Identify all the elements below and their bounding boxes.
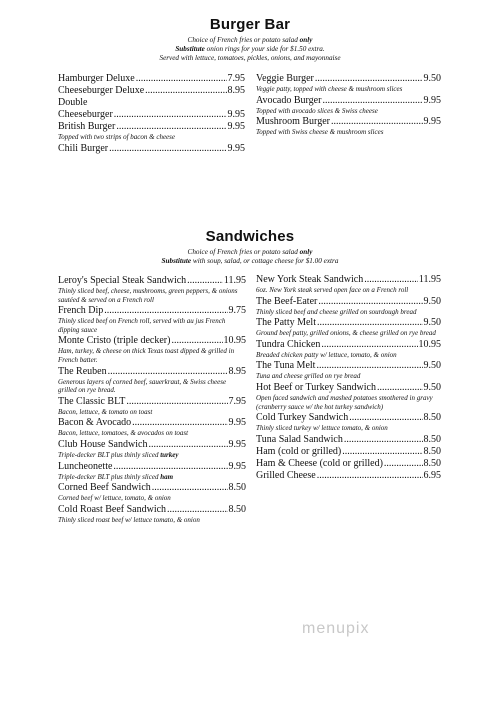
- menu-item-name: French Dip: [58, 305, 104, 317]
- dot-leader: [113, 461, 227, 473]
- dot-leader: [152, 482, 228, 494]
- menu-item-name: Cold Roast Beef Sandwich: [58, 503, 167, 515]
- menu-item-line: [256, 412, 441, 424]
- menu-item-line: [256, 360, 441, 372]
- menu-item-description: [58, 133, 245, 142]
- menu-item-price: 9.95: [423, 94, 441, 106]
- menu-item-price: 8.95: [227, 85, 245, 96]
- dot-leader: [322, 95, 422, 107]
- menu-item: [58, 504, 246, 525]
- sandwiches-right-column: [256, 274, 441, 482]
- menu-item-line: [256, 95, 441, 107]
- menu-item-description-text: Breaded chicken patty w/ lettuce, tomato, & onion: [256, 350, 397, 359]
- dot-leader: [136, 73, 227, 85]
- menu-item: [58, 121, 245, 142]
- dot-leader: [104, 305, 227, 317]
- menu-item-line: [58, 417, 246, 429]
- menu-item-price: 9.95: [227, 142, 245, 154]
- dot-leader: [187, 275, 223, 287]
- dot-leader: [167, 504, 227, 516]
- menu-item-price: 9.95: [423, 116, 441, 128]
- menu-item-description-text: Thinly sliced turkey w/ lettuce tomato, & onion: [256, 424, 388, 433]
- menu-item: [256, 116, 441, 137]
- burger-bar-sub3: Served with lettuce, tomatoes, pickles, onions, and mayonnaise: [159, 54, 341, 62]
- menu-item-description: [256, 372, 441, 381]
- menu-item-price: 9.95: [228, 460, 246, 472]
- menu-item-price: 7.95: [227, 73, 245, 84]
- menu-item-line: [58, 366, 246, 378]
- menu-item: [58, 73, 245, 85]
- menu-item-description: [58, 287, 246, 304]
- menu-item: [58, 143, 245, 155]
- menu-item: [58, 417, 246, 438]
- menu-item-description-text: Veggie patty, topped with cheese & mushroom slices: [256, 85, 403, 93]
- menu-item-description-text: Triple-decker BLT plus thinly sliced: [58, 472, 159, 481]
- menu-item-price: 10.95: [418, 338, 441, 350]
- menu-item: [58, 275, 246, 304]
- burger-bar-sub2-text: onion rings for your side for $1.50 extra.: [206, 45, 325, 53]
- menu-item-line: [256, 116, 441, 128]
- menu-item-description-text: Ham, turkey, & cheese on thick Texas toast dipped & grilled in French batter.: [58, 347, 235, 364]
- menu-item-name: Monte Cristo (triple decker): [58, 335, 171, 347]
- menu-item-description-text: Topped with avocado slices & Swiss cheese: [256, 106, 378, 115]
- menu-item-price: 8.50: [423, 445, 441, 457]
- menu-item-name: Corned Beef Sandwich: [58, 482, 151, 494]
- burger-bar-sub2-bold: Substitute: [175, 45, 205, 53]
- menu-item-description-text: Thinly sliced beef, cheese, mushrooms, green peppers, & onions sautéed & served on a French roll: [58, 287, 238, 304]
- menu-item-name: The Classic BLT: [58, 395, 126, 407]
- menu-item: [256, 360, 441, 381]
- burger-bar-sub2: [0, 45, 500, 54]
- menu-item-name: Grilled Cheese: [256, 469, 316, 481]
- menu-item-price: 9.50: [423, 317, 441, 329]
- menu-item-line: [256, 317, 441, 329]
- menu-item-description-text: 6oz. New York steak served open face on a French roll: [256, 286, 409, 294]
- menu-item-line: [256, 446, 441, 458]
- menu-item-description-text: Corned beef w/ lettuce, tomato, & onion: [58, 494, 171, 503]
- menu-item-description: [58, 473, 246, 482]
- menu-item-line: [58, 121, 245, 133]
- sandwiches-sub2: [0, 257, 500, 266]
- menu-item-line: [58, 439, 246, 451]
- menu-item: [256, 434, 441, 446]
- menu-item-description-text: Generous layers of corned beef, sauerkraut, & Swiss cheese grilled on rye bread.: [58, 377, 227, 395]
- menu-item-name: The Patty Melt: [256, 317, 316, 329]
- menu-item-price: 9.95: [228, 417, 246, 429]
- menu-item-line: [58, 504, 246, 516]
- menu-item: [58, 85, 245, 97]
- menu-item-line: [58, 85, 245, 97]
- menu-item-line: [58, 275, 246, 287]
- menu-item-description: [58, 378, 246, 395]
- menu-item-price: 9.50: [423, 73, 441, 84]
- menu-item-description: [256, 128, 441, 137]
- menu-item-name: Luncheonette: [58, 460, 113, 472]
- dot-leader: [171, 335, 222, 347]
- menu-item-name: The Beef-Eater: [256, 295, 318, 307]
- dot-leader: [344, 434, 423, 446]
- menu-item-name: British Burger: [58, 121, 116, 132]
- menu-item-name: The Tuna Melt: [256, 360, 316, 372]
- menu-item-description-text: Topped with two strips of bacon & cheese: [58, 133, 175, 141]
- menu-item-description: [256, 351, 441, 360]
- menu-item-line: [58, 335, 246, 347]
- dot-leader: [317, 317, 423, 329]
- sandwiches-left-column: [58, 275, 246, 525]
- menu-item: [256, 446, 441, 458]
- dot-leader: [132, 417, 227, 429]
- menu-item-name: Veggie Burger: [256, 73, 314, 84]
- menu-item-description-bold: turkey: [160, 450, 179, 459]
- menu-item-price: 9.95: [228, 438, 246, 450]
- menu-item-description: [58, 317, 246, 334]
- menu-item-price: 11.95: [223, 275, 246, 286]
- menu-item-price: 8.50: [228, 503, 246, 515]
- menu-item-line: [58, 73, 245, 85]
- menu-item-description-text: Tuna and cheese grilled on rye bread: [256, 372, 361, 381]
- menu-item-price: 8.95: [228, 365, 246, 377]
- menu-item-description: [58, 494, 246, 503]
- dot-leader: [377, 382, 423, 394]
- menu-item-name: Cheeseburger: [58, 109, 113, 120]
- menu-item-description-text: Open faced sandwich and mashed potatoes smothered in gravy (cranberry sauce w/ the hot turkey sandwich): [256, 393, 433, 411]
- menu-item: [256, 458, 441, 470]
- menu-item: [58, 97, 245, 121]
- menu-item-name: Leroy's Special Steak Sandwich: [58, 275, 187, 286]
- menu-item-description: [256, 329, 441, 338]
- sandwiches-sub2-bold: Substitute: [161, 257, 192, 265]
- menu-item-description: [58, 347, 246, 364]
- menu-item-description: [256, 424, 441, 433]
- menu-item: [256, 296, 441, 317]
- menu-item-name: Tundra Chicken: [256, 338, 321, 350]
- sandwiches-sub1-bold: only: [299, 248, 313, 256]
- dot-leader: [349, 412, 422, 424]
- dot-leader: [318, 296, 422, 308]
- menu-item-description: [58, 429, 246, 438]
- menu-item: [256, 73, 441, 94]
- menu-item: [58, 439, 246, 460]
- menu-item-price: 9.95: [227, 121, 245, 132]
- burger-bar-sub1-bold: only: [299, 36, 313, 44]
- menu-item-price: 8.50: [423, 412, 441, 424]
- menu-item-description: [58, 451, 246, 460]
- burger-bar-title: Burger Bar: [209, 16, 291, 33]
- dot-leader: [321, 339, 417, 351]
- menu-item-description-bold: ham: [160, 472, 174, 481]
- menu-item-price: 8.50: [423, 457, 441, 469]
- burger-bar-left-column: [58, 73, 245, 155]
- menu-item-price: 9.50: [423, 360, 441, 372]
- menu-item-line: [256, 458, 441, 470]
- menu-item-name: Bacon & Avocado: [58, 417, 132, 429]
- menu-item-price: 9.50: [423, 381, 441, 393]
- menu-item: [256, 470, 441, 482]
- sandwiches-sub1: [0, 248, 500, 257]
- menu-item-line: [256, 470, 441, 482]
- menu-item: [58, 461, 246, 482]
- menu-item-description: [256, 286, 441, 295]
- burger-bar-header: [0, 16, 500, 63]
- dot-leader: [114, 109, 227, 121]
- sandwiches-sub2-text: with soup, salad, or cottage cheese for $1.00 extra: [192, 257, 339, 265]
- menu-item-line: [256, 339, 441, 351]
- dot-leader: [108, 366, 228, 378]
- menu-item-name-prefix: Double: [58, 97, 88, 108]
- dot-leader: [126, 396, 227, 408]
- dot-leader: [109, 143, 226, 155]
- menu-item-description-text: Topped with Swiss cheese & mushroom slices: [256, 128, 384, 137]
- menu-item-price: 11.95: [418, 274, 441, 285]
- dot-leader: [145, 85, 226, 97]
- menu-item: [58, 335, 246, 364]
- menu-item-name: Hot Beef or Turkey Sandwich: [256, 381, 376, 393]
- menu-item-name: Chili Burger: [58, 142, 109, 154]
- dot-leader: [315, 73, 423, 85]
- menu-item-description-text: Thinly sliced beef on French roll, served with au jus French dipping sauce: [58, 317, 226, 334]
- menu-item-description: [256, 107, 441, 116]
- menu-item-line: [58, 143, 245, 155]
- menu-item-description: [58, 408, 246, 417]
- menu-item-description: [256, 85, 441, 94]
- menu-item-price: 8.50: [423, 433, 441, 445]
- menu-item: [58, 396, 246, 417]
- menu-item-name: Mushroom Burger: [256, 116, 330, 128]
- menu-item-name: Cold Turkey Sandwich: [256, 412, 349, 424]
- menu-item: [58, 366, 246, 395]
- menu-item: [256, 95, 441, 116]
- menu-item-price: 8.50: [228, 482, 246, 494]
- menu-item-name: Avocado Burger: [256, 94, 322, 106]
- menu-item-line: [256, 434, 441, 446]
- menu-item-name: Tuna Salad Sandwich: [256, 433, 343, 445]
- menu-item: [58, 305, 246, 334]
- menu-item-description-text: Thinly sliced beef and cheese grilled on sourdough bread: [256, 307, 417, 316]
- menu-item-description-text: Triple-decker BLT plus thinly sliced: [58, 450, 159, 459]
- menu-item: [256, 382, 441, 411]
- menu-item-line: [58, 109, 245, 121]
- menu-item-line: [58, 482, 246, 494]
- menu-item-price: 9.75: [228, 305, 246, 317]
- menu-item-line: [256, 382, 441, 394]
- dot-leader: [316, 360, 422, 372]
- menu-item-price: 9.50: [423, 295, 441, 307]
- menu-item-name: Ham & Cheese (cold or grilled): [256, 457, 383, 469]
- burger-bar-sub1: [0, 36, 500, 45]
- menu-item-line: [58, 305, 246, 317]
- menu-item-price: 10.95: [223, 335, 246, 347]
- dot-leader: [331, 116, 423, 128]
- sandwiches-sub1-text: Choice of French fries or potato salad: [187, 248, 298, 256]
- menu-item: [256, 339, 441, 360]
- menu-item-description: [256, 394, 441, 411]
- sandwiches-header: [0, 228, 500, 266]
- menu-item-description-text: Bacon, lettuce, tomatoes, & avocados on toast: [58, 429, 189, 438]
- menu-item-name: Ham (cold or grilled): [256, 445, 342, 457]
- burger-bar-sub1-text: Choice of French fries or potato salad: [187, 36, 298, 44]
- menu-item-line: [58, 461, 246, 473]
- menu-item-price: 6.95: [423, 469, 441, 481]
- menu-item: [256, 317, 441, 338]
- menu-item-line: [58, 396, 246, 408]
- sandwiches-title: Sandwiches: [205, 228, 295, 245]
- menu-item-description-text: Bacon, lettuce, & tomato on toast: [58, 407, 153, 416]
- menupix-watermark: menupix: [302, 620, 370, 637]
- menu-item-line: [256, 296, 441, 308]
- menu-item: [256, 412, 441, 433]
- dot-leader: [317, 470, 423, 482]
- menu-item-name: Club House Sandwich: [58, 438, 148, 450]
- menu-item-name: Hamburger Deluxe: [58, 73, 135, 84]
- menu-item-description-text: Thinly sliced roast beef w/ lettuce tomato, & onion: [58, 515, 200, 524]
- menu-item-description: [256, 308, 441, 317]
- menu-item-description: [58, 516, 246, 525]
- dot-leader: [384, 458, 423, 470]
- dot-leader: [116, 121, 226, 133]
- dot-leader: [342, 446, 422, 458]
- menu-item: [256, 274, 441, 295]
- menu-item-price: 7.95: [228, 395, 246, 407]
- menu-item-price: 9.95: [227, 109, 245, 120]
- menu-item: [58, 482, 246, 503]
- burger-bar-right-column: [256, 73, 441, 138]
- menu-item-name: Cheeseburger Deluxe: [58, 85, 145, 96]
- menu-item-name: New York Steak Sandwich: [256, 274, 364, 285]
- dot-leader: [364, 274, 418, 286]
- menu-item-line: [256, 73, 441, 85]
- dot-leader: [148, 439, 227, 451]
- menu-item-name: The Reuben: [58, 365, 107, 377]
- menu-item-description-text: Ground beef patty, grilled onions, & cheese grilled on rye bread: [256, 329, 436, 338]
- menu-item-line: [256, 274, 441, 286]
